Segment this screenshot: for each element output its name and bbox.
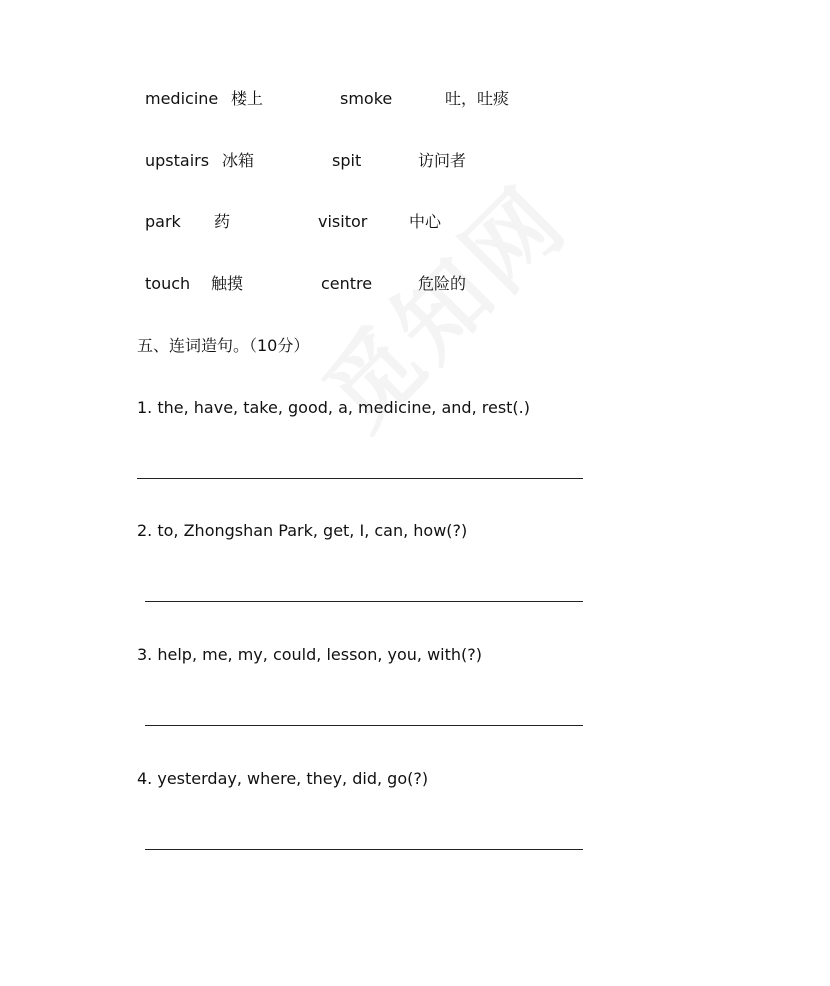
word-chinese: 中心 [409, 212, 442, 231]
word-chinese: 楼上 [231, 89, 264, 108]
word-english: spit [332, 151, 362, 170]
answer-line[interactable] [145, 601, 583, 602]
answer-line[interactable] [145, 725, 583, 726]
word-chinese: 访问者 [418, 151, 467, 170]
question-text: 4. yesterday, where, they, did, go(?) [137, 769, 429, 788]
section-heading: 五、连词造句。（10分） [137, 336, 310, 355]
word-english: centre [321, 274, 373, 293]
word-chinese: 危险的 [418, 274, 467, 293]
question-text: 2. to, Zhongshan Park, get, I, can, how(?) [137, 521, 468, 540]
word-chinese: 药 [214, 212, 231, 231]
answer-line[interactable] [137, 478, 583, 479]
word-english: visitor [318, 212, 368, 231]
word-chinese: 触摸 [211, 274, 244, 293]
word-english: medicine [145, 89, 219, 108]
word-english: upstairs [145, 151, 210, 170]
word-english: smoke [340, 89, 393, 108]
answer-line[interactable] [145, 849, 583, 850]
question-text: 3. help, me, my, could, lesson, you, with(?) [137, 645, 482, 664]
question-text: 1. the, have, take, good, a, medicine, and, rest(.) [137, 398, 530, 417]
word-english: park [145, 212, 181, 231]
word-chinese: 吐，吐痰 [445, 89, 510, 108]
word-english: touch [145, 274, 191, 293]
word-chinese: 冰箱 [222, 151, 255, 170]
